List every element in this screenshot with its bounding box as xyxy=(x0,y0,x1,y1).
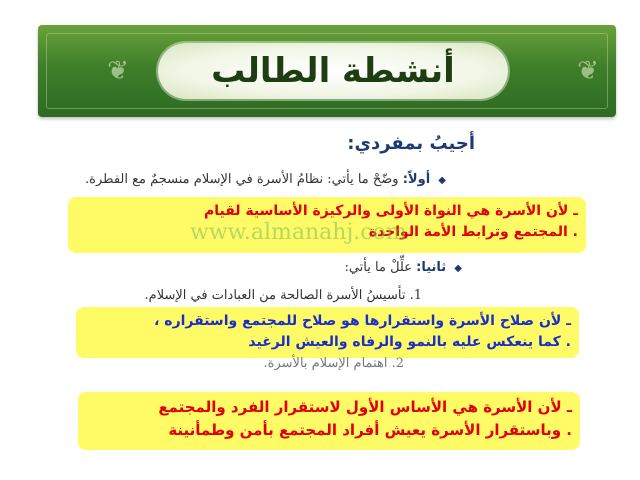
question-1-text: وضّحْ ما يأتي: نظامُ الأسرة في الإسلام منسجمٌ مع الفطرة. xyxy=(85,172,399,187)
banner-title: أنشطة الطالب xyxy=(211,51,455,91)
answer-2-line-1: ـ لأن صلاح الأسرة واستقرارها هو صلاح للمجتمع واستقراره ، xyxy=(154,313,571,329)
answer-box-3 xyxy=(78,392,580,450)
question-2-item-1: 1. تأسيسُ الأسرة الصالحة من العبادات في الإسلام. xyxy=(144,288,422,303)
answer-1-line-1: ـ لأن الأسرة هي النواة الأولى والركيزة الأساسية لقيام xyxy=(203,203,578,219)
question-2-item-2: 2. اهتمام الإسلام بالأسرة. xyxy=(263,356,404,371)
section-heading: أجيبُ بمفردي: xyxy=(347,133,475,154)
ornament-left-icon: ❦ xyxy=(107,56,129,86)
answer-3-line-2: . وباستقرار الأسرة يعيش أفراد المجتمع بأمن وطمأنينة xyxy=(168,421,572,439)
bullet-icon: ◆ xyxy=(438,175,446,186)
title-banner xyxy=(38,25,616,117)
answer-1-line-2: . المجتمع وترابط الأمة الواحدة xyxy=(368,224,578,240)
question-2 xyxy=(344,260,462,275)
answer-3-line-1: ـ لأن الأسرة هي الأساس الأول لاستقرار الفرد والمجتمع xyxy=(158,398,572,416)
watermark: www.almanahj.com xyxy=(190,220,407,245)
ornament-right-icon: ❦ xyxy=(577,56,599,86)
question-1-label: أولاً: xyxy=(402,172,431,187)
question-1 xyxy=(85,172,446,187)
answer-2-line-2: . كما ينعكس عليه بالنمو والرفاه والعيش الرغيد xyxy=(248,334,571,350)
question-2-label: ثانيا: xyxy=(416,260,447,275)
question-2-text: علِّلْ ما يأتي: xyxy=(344,260,412,275)
bullet-icon: ◆ xyxy=(454,263,462,274)
answer-box-2 xyxy=(76,307,579,358)
